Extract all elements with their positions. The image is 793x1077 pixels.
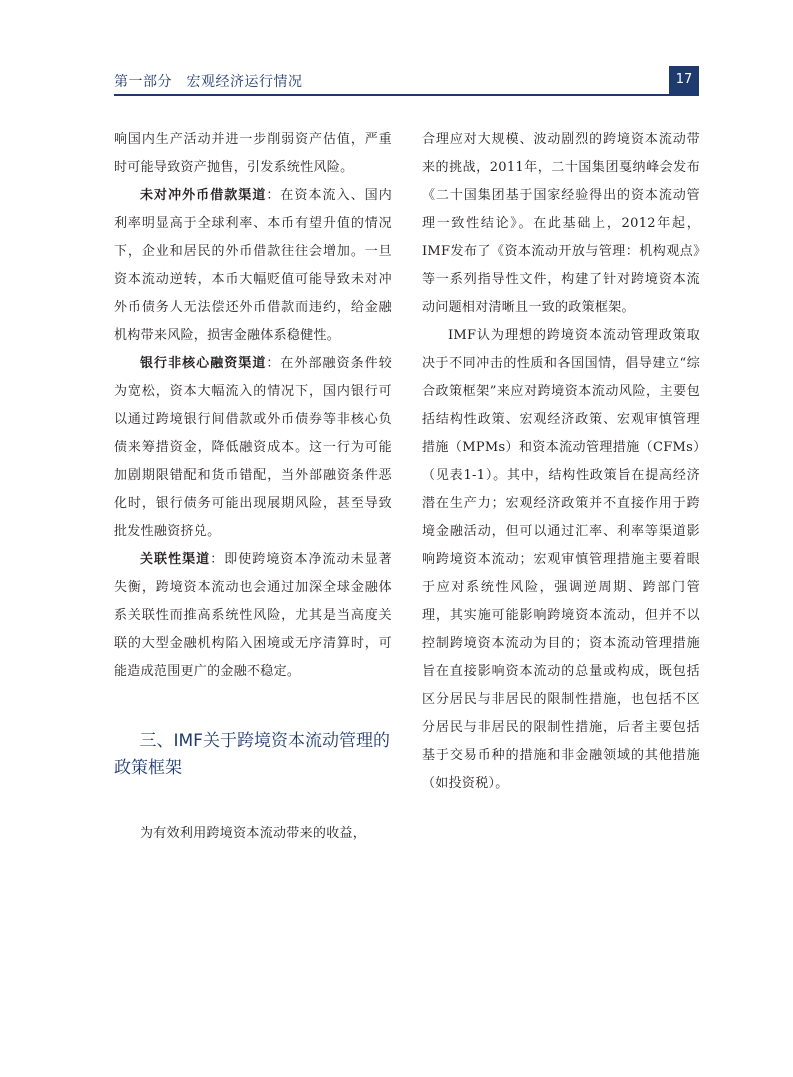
paragraph: IMF认为理想的跨境资本流动管理政策取决于不同冲击的性质和各国国情，倡导建立“综合政策框架”来应对跨境资本流动风险，主要包括结构性政策、宏观经济政策、宏观审慎管理措施（MPMs）和资本流动管理措施（CFMs）（见表1-1）。其中，结构性政策旨在提高经济潜在生产力；宏观经济政策并不直接作用于跨境金融活动，但可以通过汇率、利率等渠道影响跨境资本流动；宏观审慎管理措施主要着眼于应对系统性风险，强调逆周期、跨部门管理，其实施可能影响跨境资本流动，但并不以控制跨境资本流动为目的；资本流动管理措施旨在直接影响资本流动的总量或构成，既包括区分居民与非居民的限制性措施，也包括不区分居民与非居民的限制性措施，后者主要包括基于交易币种的措施和非金融领域的其他措施（如投资税）。 [422,328,700,791]
header-rule [114,94,699,96]
running-header [114,66,699,96]
paragraph-text: ：在资本流入、国内利率明显高于全球利率、本币有望升值的情况下，企业和居民的外币借款往往会增加。一旦资本流动逆转，本币大幅贬值可能导致未对冲外币债务人无法偿还外币借款而违约，给金融机构带来风险，损害金融体系稳健性。 [114,188,393,343]
page-number: 17 [669,66,699,94]
paragraph-lead: 银行非核心融资渠道 [140,356,267,371]
paragraph-lead: 关联性渠道 [140,552,211,567]
paragraph: 合理应对大规模、波动剧烈的跨境资本流动带来的挑战，2011年，二十国集团戛纳峰会发布《二十国集团基于国家经验得出的资本流动管理一致性结论》。在此基础上，2012年起，IMF发布了《资本流动开放与管理：机构观点》等一系列指导性文件，构建了针对跨境资本流动问题相对清晰且一致的政策框架。 [422,132,700,315]
left-column [114,126,392,848]
paragraph-interconnectedness [114,546,392,686]
paragraph-bank-noncore-funding [114,350,392,546]
paragraph: 为有效利用跨境资本流动带来的收益， [140,826,367,841]
paragraph-lead: 未对冲外币借款渠道 [140,188,267,203]
paragraph: 响国内生产活动并进一步削弱资产估值，严重时可能导致资产抛售，引发系统性风险。 [114,132,392,175]
right-column [422,126,700,798]
paragraph-unhedged-fx-borrowing [114,182,392,350]
header-title: 第一部分 宏观经济运行情况 [114,74,303,90]
paragraph-text: ：即使跨境资本净流动未显著失衡，跨境资本流动也会通过加深全球金融体系关联性而推高系统性风险，尤其是当高度关联的大型金融机构陷入困境或无序清算时，可能造成范围更广的金融不稳定。 [114,552,392,679]
paragraph-text: ：在外部融资条件较为宽松，资本大幅流入的情况下，国内银行可以通过跨境银行间借款或外币债券等非核心负债来筹措资金，降低融资成本。这一行为可能加剧期限错配和货币错配，当外部融资条件恶化时，银行债务可能出现展期风险，甚至导致批发性融资挤兑。 [114,356,393,539]
section-heading: 三、IMF关于跨境资本流动管理的政策框架 [114,731,390,778]
